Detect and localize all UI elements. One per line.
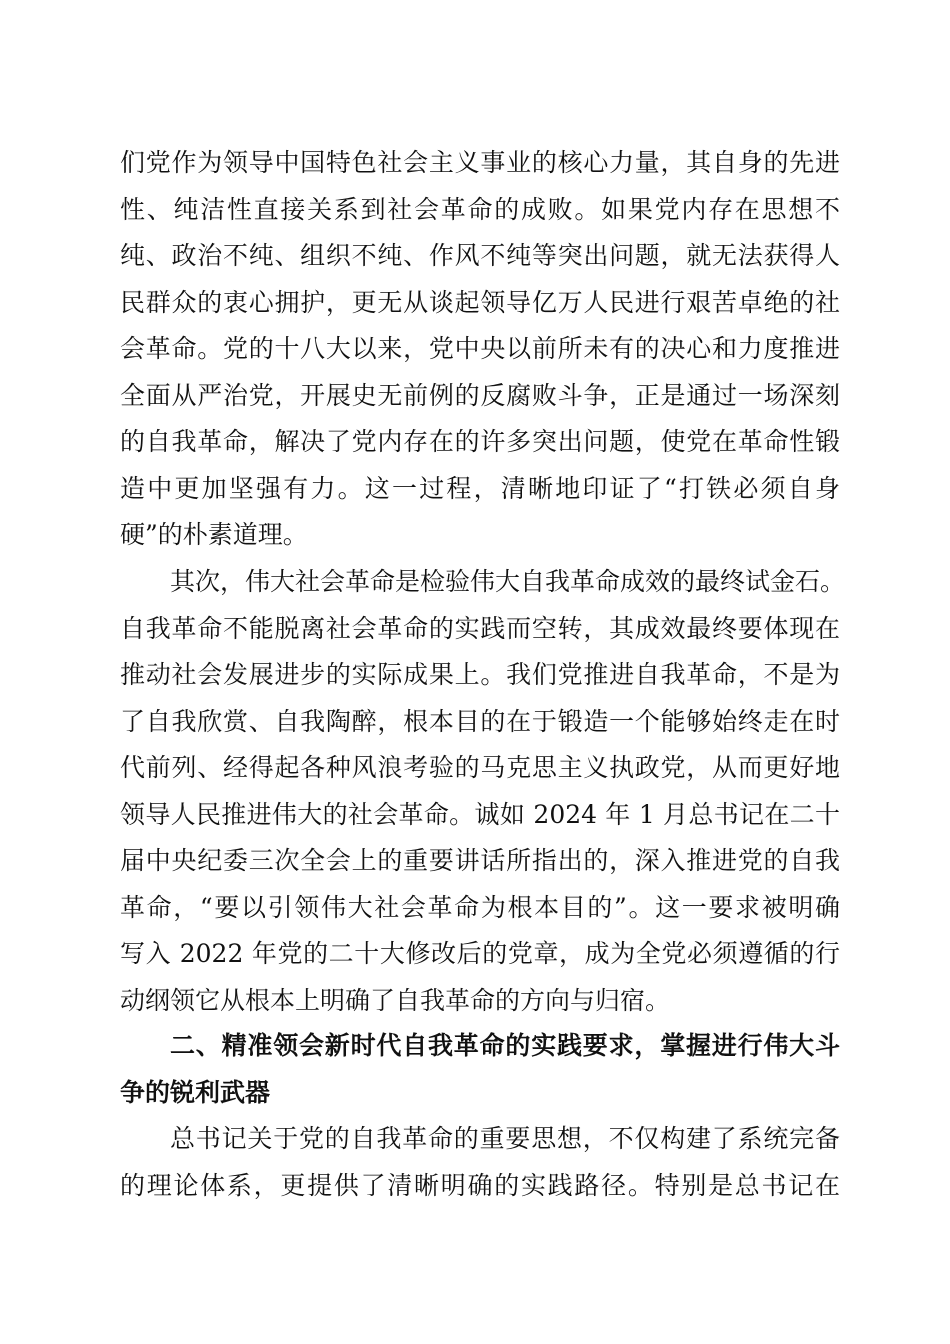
- text-line: 总书记关于党的自我革命的重要思想，不仅构建了系统完备: [170, 1124, 840, 1153]
- text-line: 们党作为领导中国特色社会主义事业的核心力量，其自身的先进: [120, 148, 840, 177]
- section-heading: [120, 1023, 840, 1116]
- text-line: 性、纯洁性直接关系到社会革命的成败。如果党内存在思想不: [120, 194, 840, 224]
- text-line: 动纲领它从根本上明确了自我革命的方向与归宿。: [120, 985, 671, 1015]
- text-line: 代前列、经得起各种风浪考验的马克思主义执政党，从而更好地: [120, 753, 840, 782]
- text-line: 革命，“要以引领伟大社会革命为根本目的”。这一要求被明确: [120, 892, 840, 922]
- text-line: 自我革命不能脱离社会革命的实践而空转，其成效最终要体现在: [120, 613, 840, 643]
- heading-line: 二、精准领会新时代自我革命的实践要求，掌握进行伟大斗: [170, 1031, 840, 1060]
- text-line: 的自我革命，解决了党内存在的许多突出问题，使党在革命性锻: [120, 427, 840, 456]
- text-line: 了自我欣赏、自我陶醉，根本目的在于锻造一个能够始终走在时: [120, 706, 840, 736]
- text-line: 领导人民推进伟大的社会革命。诚如 2024 年 1 月总书记在二十: [120, 799, 840, 829]
- text-line: 民群众的衷心拥护，更无从谈起领导亿万人民进行艰苦卓绝的社: [120, 287, 840, 317]
- text-line: 写入 2022 年党的二十大修改后的党章，成为全党必须遵循的行: [120, 939, 840, 968]
- text-line: 全面从严治党，开展史无前例的反腐败斗争，正是通过一场深刻: [120, 380, 840, 410]
- text-line: 推动社会发展进步的实际成果上。我们党推进自我革命，不是为: [120, 660, 840, 689]
- paragraph-second: [120, 559, 846, 1024]
- paragraph-continuation: [120, 140, 840, 559]
- text-line: 造中更加坚强有力。这一过程，清晰地印证了“打铁必须自身: [120, 473, 840, 503]
- text-line: 硬”的朴素道理。: [120, 520, 308, 549]
- text-line: 的理论体系，更提供了清晰明确的实践路径。特别是总书记在: [120, 1170, 840, 1200]
- text-line: 会革命。党的十八大以来，党中央以前所未有的决心和力度推进: [120, 334, 840, 363]
- text-line: 届中央纪委三次全会上的重要讲话所指出的，深入推进党的自我: [120, 846, 840, 875]
- heading-line: 争的锐利武器: [120, 1077, 271, 1107]
- text-line: 其次，伟大社会革命是检验伟大自我革命成效的最终试金石。: [170, 567, 846, 596]
- paragraph-fourth: [120, 1116, 840, 1209]
- text-line: 纯、政治不纯、组织不纯、作风不纯等突出问题，就无法获得人: [120, 241, 840, 270]
